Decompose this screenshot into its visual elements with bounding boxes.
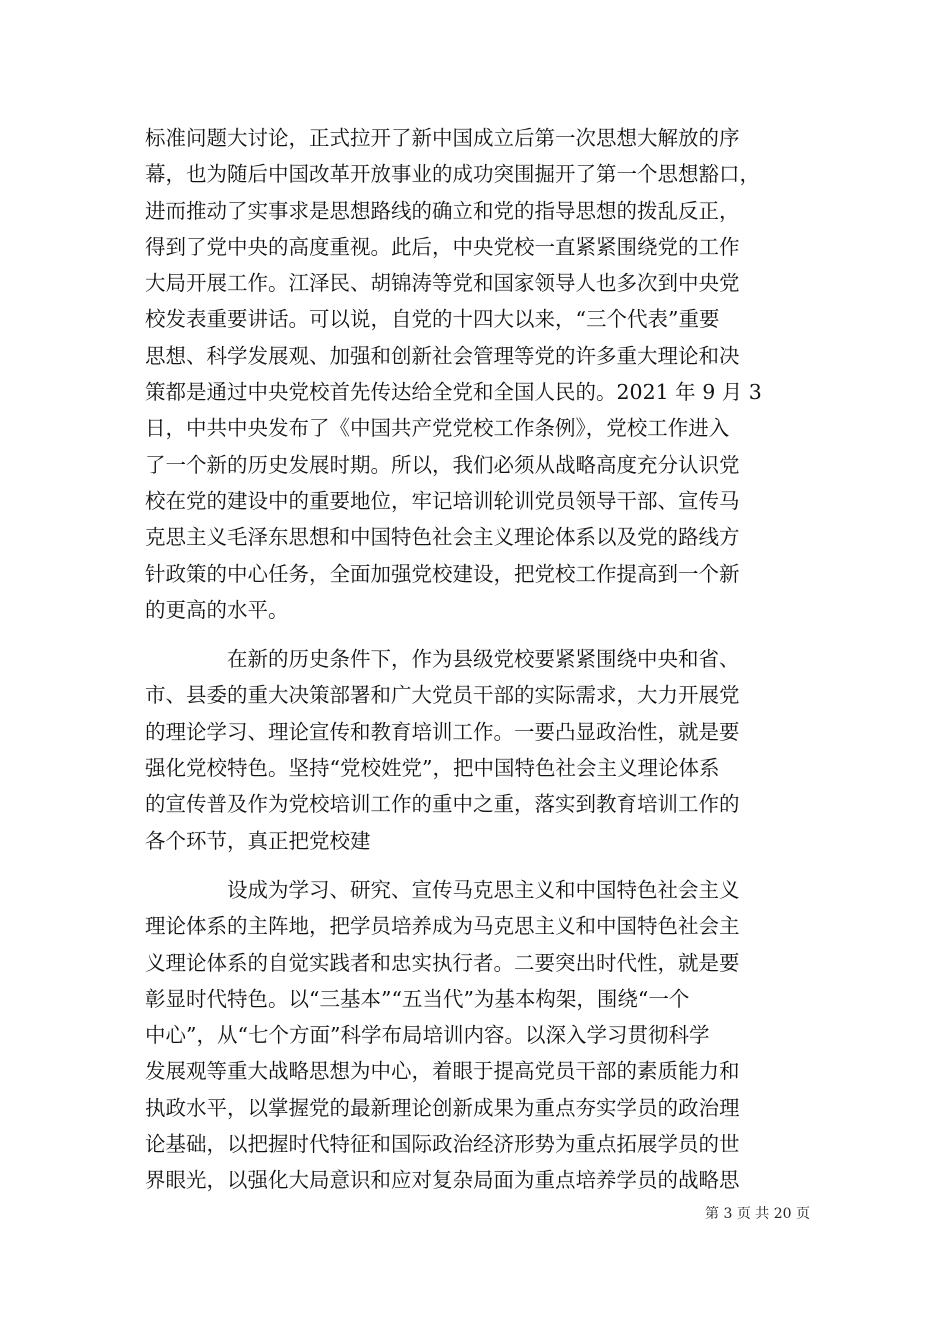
- text-line: 彰显时代特色。以“三基本”“五当代”为基本构架，围绕“一个: [145, 986, 690, 1011]
- text-line: 义理论体系的自觉实践者和忠实执行者。二要突出时代性，就是要: [145, 950, 740, 975]
- text-line: 市、县委的重大决策部署和广大党员干部的实际需求，大力开展党: [145, 683, 740, 708]
- text-line: 校发表重要讲话。可以说，自党的十四大以来，“三个代表”重要: [145, 307, 720, 332]
- text-line: 思想、科学发展观、加强和创新社会管理等党的许多重大理论和决: [145, 343, 740, 368]
- text-line: 各个环节，真正把党校建: [145, 828, 371, 853]
- text-line: 论基础，以把握时代特征和国际政治经济形势为重点拓展学员的世: [145, 1132, 740, 1157]
- text-line: 校在党的建设中的重要地位，牢记培训轮训党员领导干部、宣传马: [145, 488, 740, 513]
- text-line: 得到了党中央的高度重视。此后，中央党校一直紧紧围绕党的工作: [145, 234, 740, 259]
- paragraph-2: [145, 641, 810, 859]
- paragraph-3: [145, 872, 810, 1199]
- page-number: 第 3 页 共 20 页: [705, 1206, 810, 1222]
- text-line: 理论体系的主阵地，把学员培养成为马克思主义和中国特色社会主: [145, 914, 740, 939]
- text-line: 的宣传普及作为党校培训工作的重中之重，落实到教育培训工作的: [145, 792, 740, 817]
- paragraph-1: [145, 120, 810, 628]
- text-line: 了一个新的历史发展时期。所以，我们必须从战略高度充分认识党: [145, 452, 740, 477]
- text-line: 克思主义毛泽东思想和中国特色社会主义理论体系以及党的路线方: [145, 525, 740, 550]
- text-line: 进而推动了实事求是思想路线的确立和党的指导思想的拨乱反正，: [145, 198, 740, 223]
- text-line: 的更高的水平。: [145, 597, 289, 622]
- text-line: 设成为学习、研究、宣传马克思主义和中国特色社会主义: [145, 877, 740, 902]
- paragraph-gap: [145, 628, 810, 641]
- text-line: 发展观等重大战略思想为中心，着眼于提高党员干部的素质能力和: [145, 1059, 740, 1084]
- text-line: 在新的历史条件下，作为县级党校要紧紧围绕中央和省、: [145, 647, 740, 672]
- text-line: 界眼光，以强化大局意识和应对复杂局面为重点培养学员的战略思: [145, 1168, 740, 1193]
- text-line: 大局开展工作。江泽民、胡锦涛等党和国家领导人也多次到中央党: [145, 271, 740, 296]
- text-line: 执政水平，以掌握党的最新理论创新成果为重点夯实学员的政治理: [145, 1095, 740, 1120]
- text-line: 针政策的中心任务，全面加强党校建设，把党校工作提高到一个新: [145, 561, 740, 586]
- text-line: 的理论学习、理论宣传和教育培训工作。一要凸显政治性，就是要: [145, 719, 740, 744]
- text-line: 强化党校特色。坚持“党校姓党”，把中国特色社会主义理论体系: [145, 756, 720, 781]
- text-line: 标准问题大讨论，正式拉开了新中国成立后第一次思想大解放的序: [145, 126, 740, 150]
- text-line: 策都是通过中央党校首先传达给全党和全国人民的。2021 年 9 月 3: [145, 380, 762, 405]
- text-line: 中心”，从“七个方面”科学布局培训内容。以深入学习贯彻科学: [145, 1023, 710, 1048]
- body-text: [145, 120, 810, 1199]
- text-line: 幕，也为随后中国改革开放事业的成功突围掘开了第一个思想豁口，: [145, 162, 760, 187]
- text-line: 日，中共中央发布了《中国共产党党校工作条例》，党校工作进入: [145, 416, 730, 441]
- paragraph-gap: [145, 859, 810, 872]
